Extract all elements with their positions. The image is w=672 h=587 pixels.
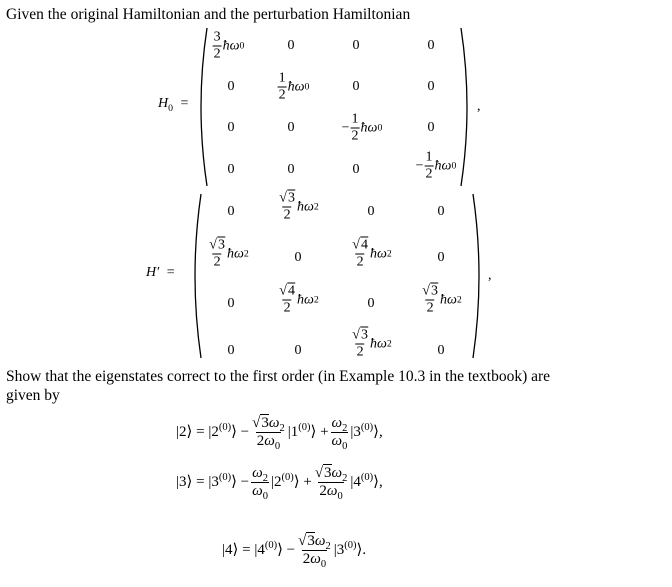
hp-cell-3-1: 0 xyxy=(227,296,235,311)
hp-cell-1-3: 0 xyxy=(367,204,375,219)
hp-cell-1-1: 0 xyxy=(227,204,235,219)
hp-cell-4-2: 0 xyxy=(294,343,302,358)
h0-cell-1-1: $\frac{3}{2}$ ħω 0 xyxy=(213,29,245,62)
hp-cell-2-2: 0 xyxy=(294,250,302,265)
hp-cell-1-2: $\frac{√3}{2}$ ħω 2 xyxy=(279,190,319,223)
eq-state-4: |4⟩ = $|4^{(0)}⟩$ − $\frac{√3\omega_2}{2\omega_0}$ |3$^{(0)}$⟩. xyxy=(222,532,367,570)
h0-cell-1-4: 0 xyxy=(427,38,435,53)
h0-cell-4-2: 0 xyxy=(287,162,295,177)
h0-cell-4-1: 0 xyxy=(227,162,235,177)
eq-state-2: |2⟩ = $|2^{(0)}⟩$ − $\frac{√3\omega_2}{2\omega_0}$ $|1^{(0)}⟩$ + $\frac{\omega_2}{\omega_0}$ |3$^{(0)}$⟩, xyxy=(176,414,383,452)
hp-cell-3-2: $\frac{√4}{2}$ ħω 2 xyxy=(279,283,319,316)
hp-cell-4-3: $\frac{√3}{2}$ ħω 2 xyxy=(352,327,392,360)
h0-cell-4-3: 0 xyxy=(352,162,360,177)
h-prime-label: H′ = xyxy=(146,265,175,280)
h0-cell-4-4: − $\frac{1}{2}$ ħω 0 xyxy=(415,149,457,182)
h0-right-paren xyxy=(458,26,474,188)
h0-cell-3-2: 0 xyxy=(287,120,295,135)
h0-cell-2-2: $\frac{1}{2}$ ħω 0 xyxy=(278,70,310,103)
hp-cell-3-4: $\frac{√3}{2}$ ħω 2 xyxy=(422,283,462,316)
show-text-line-2: given by xyxy=(6,387,60,404)
h-prime-left-paren xyxy=(188,192,204,360)
h0-trailing-comma: , xyxy=(477,99,481,114)
h0-cell-2-1: 0 xyxy=(227,79,235,94)
hp-cell-2-3: $\frac{√4}{2}$ ħω 2 xyxy=(352,237,392,270)
show-text-line-1: Show that the eigenstates correct to the first order (in Example 10.3 in the textbook) are xyxy=(6,368,551,385)
eq-state-3: |3⟩ = $|3^{(0)}⟩$ − $\frac{\omega_2}{\omega_0}$ $|2^{(0)}⟩$ + $\frac{√3\omega_2}{2\omega_0}$ |4$^{(0)}$⟩, xyxy=(176,464,383,502)
h0-label: $H_0$ = xyxy=(158,96,189,114)
h-prime-right-paren xyxy=(470,192,486,360)
hp-cell-3-3: 0 xyxy=(367,296,375,311)
h0-cell-3-1: 0 xyxy=(227,120,235,135)
hp-cell-2-1: $\frac{√3}{2}$ ħω 2 xyxy=(209,237,249,270)
hp-cell-1-4: 0 xyxy=(437,204,445,219)
h0-cell-3-4: 0 xyxy=(427,120,435,135)
h0-cell-3-3: − $\frac{1}{2}$ ħω 0 xyxy=(341,111,383,144)
h0-left-paren xyxy=(194,26,210,188)
intro-text: Given the original Hamiltonian and the perturbation Hamiltonian xyxy=(6,6,411,23)
hp-cell-2-4: 0 xyxy=(437,250,445,265)
h0-cell-2-4: 0 xyxy=(427,79,435,94)
hp-cell-4-1: 0 xyxy=(227,343,235,358)
h0-cell-2-3: 0 xyxy=(352,79,360,94)
h-prime-trailing-comma: , xyxy=(488,268,492,283)
h0-cell-1-3: 0 xyxy=(352,38,360,53)
hp-cell-4-4: 0 xyxy=(437,343,445,358)
h0-cell-1-2: 0 xyxy=(287,38,295,53)
